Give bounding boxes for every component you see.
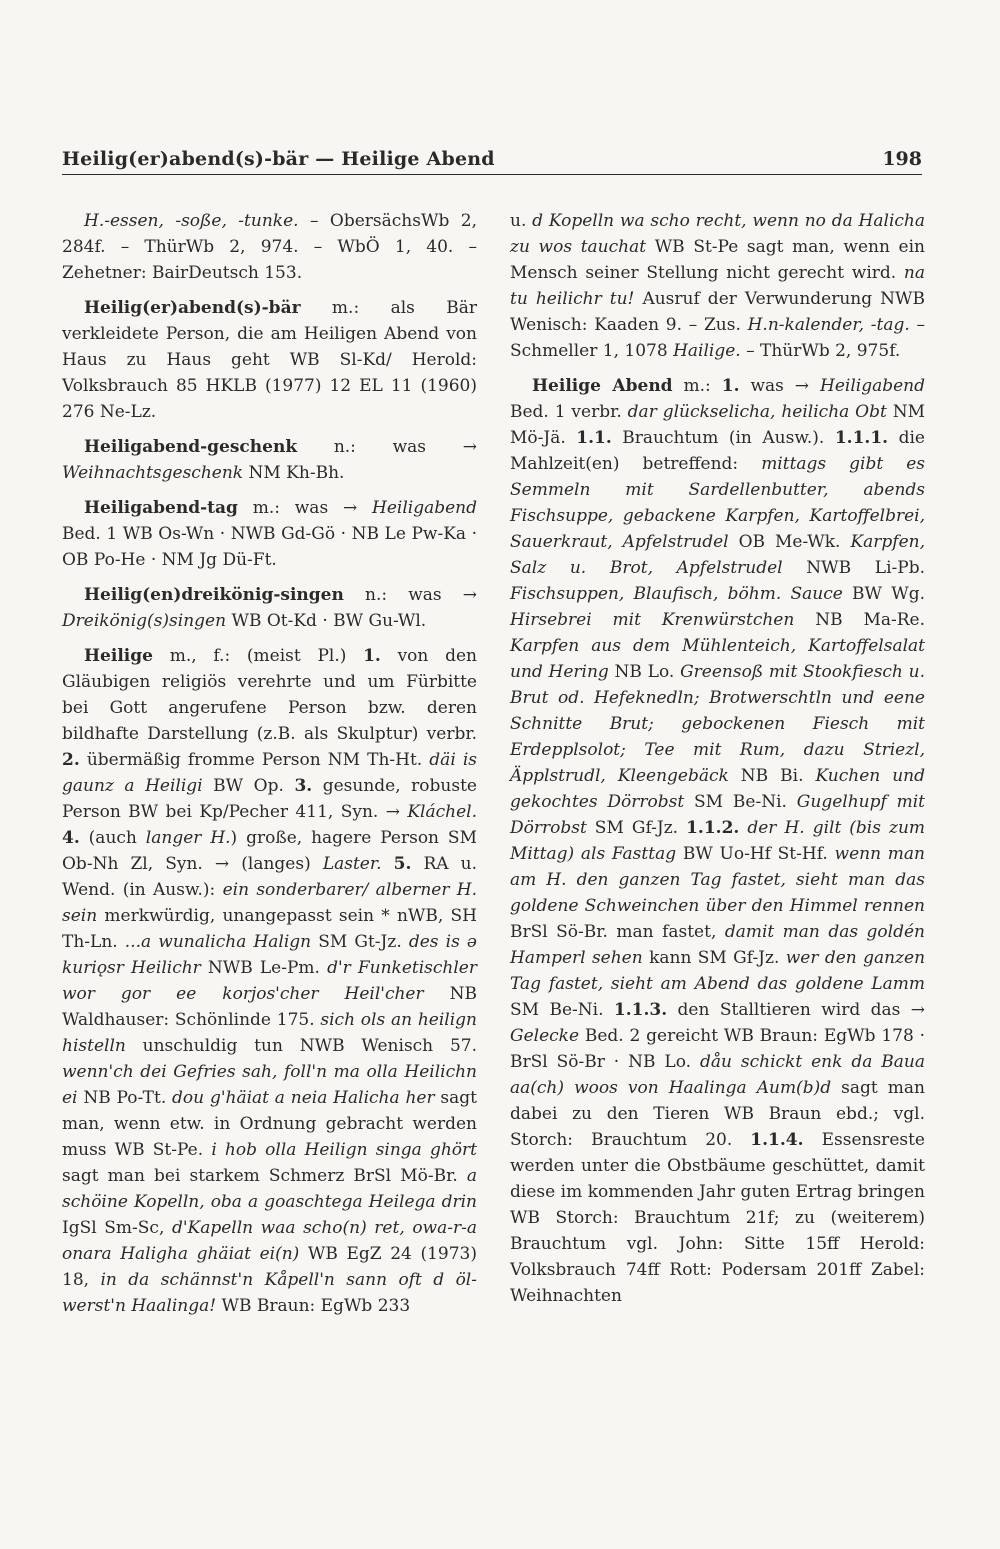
dictionary-entry: Heilig(en)dreikönig-singen n.: was → Dreikönig(s)singen WB Ot-Kd · BW Gu-Wl.	[62, 585, 477, 631]
dictionary-entry: u. d Kopelln wa scho recht, wenn no da Halicha zu wos tauchat WB St-Pe sagt man, wenn ein Mensch seiner Stellung nicht gerecht wird. na tu heilichr tu! Ausruf der Verwunderung NWB Wenisch: Kaaden 9. – Zus. H.n-kalender, -tag. – Schmeller 1, 1078 Hailige. – ThürWb 2, 975f.	[510, 211, 926, 361]
dictionary-entry: Heilige Abend m.: 1. was → Heiligabend Bed. 1 verbr. dar glückselicha, heilicha Obt NM Mö-Jä. 1.1. Brauchtum (in Ausw.). 1.1.1. die Mahlzeit(en) betreffend: mittags gibt es Semmeln mit Sardellenbutter, abends Fischsuppe, gebackene Karpfen, Kartoffelbrei, Sauerkraut, Apfelstrudel OB Me-Wk. Karpfen, Salz u. Brot, Apfelstrudel NWB Li-Pb. Fischsuppen, Blaufisch, böhm. Sauce BW Wg. Hirsebrei mit Krenwürstchen NB Ma-Re. Karpfen aus dem Mühlenteich, Kartoffelsalat und Hering NB Lo. Greensoß mit Stookfiesch u. Brut od. Hefeknedln; Brotwerschtln und eene Schnitte Brut; gebockenen Fiesch mit Erdepplsolot; Tee mit Rum, dazu Striezl, Äpplstrudl, Kleengebäck NB Bi. Kuchen und gekochtes Dörrobst SM Be-Ni. Gugelhupf mit Dörrobst SM Gf-Jz. 1.1.2. der H. gilt (bis zum Mittag) als Fasttag BW Uo-Hf St-Hf. wenn man am H. den ganzen Tag fastet, sieht man das goldene Schweinchen über den Himmel rennen BrSl Sö-Br. man fastet, damit man das goldén Hamperl sehen kann SM Gf-Jz. wer den ganzen Tag fastet, sieht am Abend das goldene Lamm SM Be-Ni. 1.1.3. den Stalltieren wird das → Gelecke Bed. 2 gereicht WB Braun: EgWb 178 · BrSl Sö-Br · NB Lo. dåu schickt enk da Baua aa(ch) woos von Haalinga Aum(b)d sagt man dabei zu den Tieren WB Braun ebd.; vgl. Storch: Brauchtum 20. 1.1.4. Essensreste werden unter die Obstbäume geschüttet, damit diese im kommenden Jahr guten Ertrag bringen WB Storch: Brauchtum 21f; zu (weiterem) Brauchtum vgl. John: Sitte 15ff Herold: Volksbrauch 74ff Rott: Podersam 201ff Zabel: Weihnachten	[510, 376, 926, 1306]
dictionary-entry: Heilige m., f.: (meist Pl.) 1. von den Gläubigen religiös verehrte und um Fürbitte bei Gott angerufene Person bzw. deren bildhafte Darstellung (z.B. als Skulptur) verbr. 2. übermäßig fromme Person NM Th-Ht. däi is gaunz a Heiligi BW Op. 3. gesunde, robuste Person BW bei Kp/Pecher 411, Syn. → Kláchel. 4. (auch langer H.) große, hagere Person SM Ob-Nh Zl, Syn. → (langes) Laster. 5. RA u. Wend. (in Ausw.): ein sonderbarer/ alberner H. sein merkwürdig, unangepasst sein * nWB, SH Th-Ln. ...a wunalicha Halign SM Gt-Jz. des is ə kuriǫsr Heilichr NWB Le-Pm. d'r Funketischler wor gor ee korjos'cher Heil'cher NB Waldhauser: Schönlinde 175. sich ols an heilign histelln unschuldig tun NWB Wenisch 57. wenn'ch dei Gefries sah, foll'n ma olla Heilichn ei NB Po-Tt. dou g'häiat a neia Halicha her sagt man, wenn etw. in Ordnung gebracht werden muss WB St-Pe. i hob olla Heilign singa ghört sagt man bei starkem Schmerz BrSl Mö-Br. a schöine Kopelln, oba a goaschtega Heilega drin IgSl Sm-Sc, d'Kapelln waa scho(n) ret, owa-r-a onara Haligha ghäiat ei(n) WB EgZ 24 (1973) 18, in da schännst'n Kåpell'n sann oft d öl-werst'n Haalinga! WB Braun: EgWb 233	[62, 646, 478, 1316]
dictionary-entry: H.-essen, -soße, -tunke. – ObersächsWb 2, 284f. – ThürWb 2, 974. – WbÖ 1, 40. – Zehetner: BairDeutsch 153.	[62, 211, 477, 283]
running-header	[62, 146, 922, 175]
dictionary-entry: Heiligabend-tag m.: was → Heiligabend Bed. 1 WB Os-Wn · NWB Gd-Gö · NB Le Pw-Ka · OB Po-He · NM Jg Dü-Ft.	[62, 498, 477, 570]
running-title: Heilig(er)abend(s)-bär — Heilige Abend	[62, 148, 495, 170]
left-column	[62, 208, 477, 1328]
page-number: 198	[882, 148, 922, 170]
right-column	[510, 208, 925, 1318]
dictionary-entry: Heiligabend-geschenk n.: was → Weihnachtsgeschenk NM Kh-Bh.	[62, 437, 477, 483]
dictionary-entry: Heilig(er)abend(s)-bär m.: als Bär verkleidete Person, die am Heiligen Abend von Haus zu Haus geht WB Sl-Kd/ Herold: Volksbrauch 85 HKLB (1977) 12 EL 11 (1960) 276 Ne-Lz.	[62, 298, 477, 422]
